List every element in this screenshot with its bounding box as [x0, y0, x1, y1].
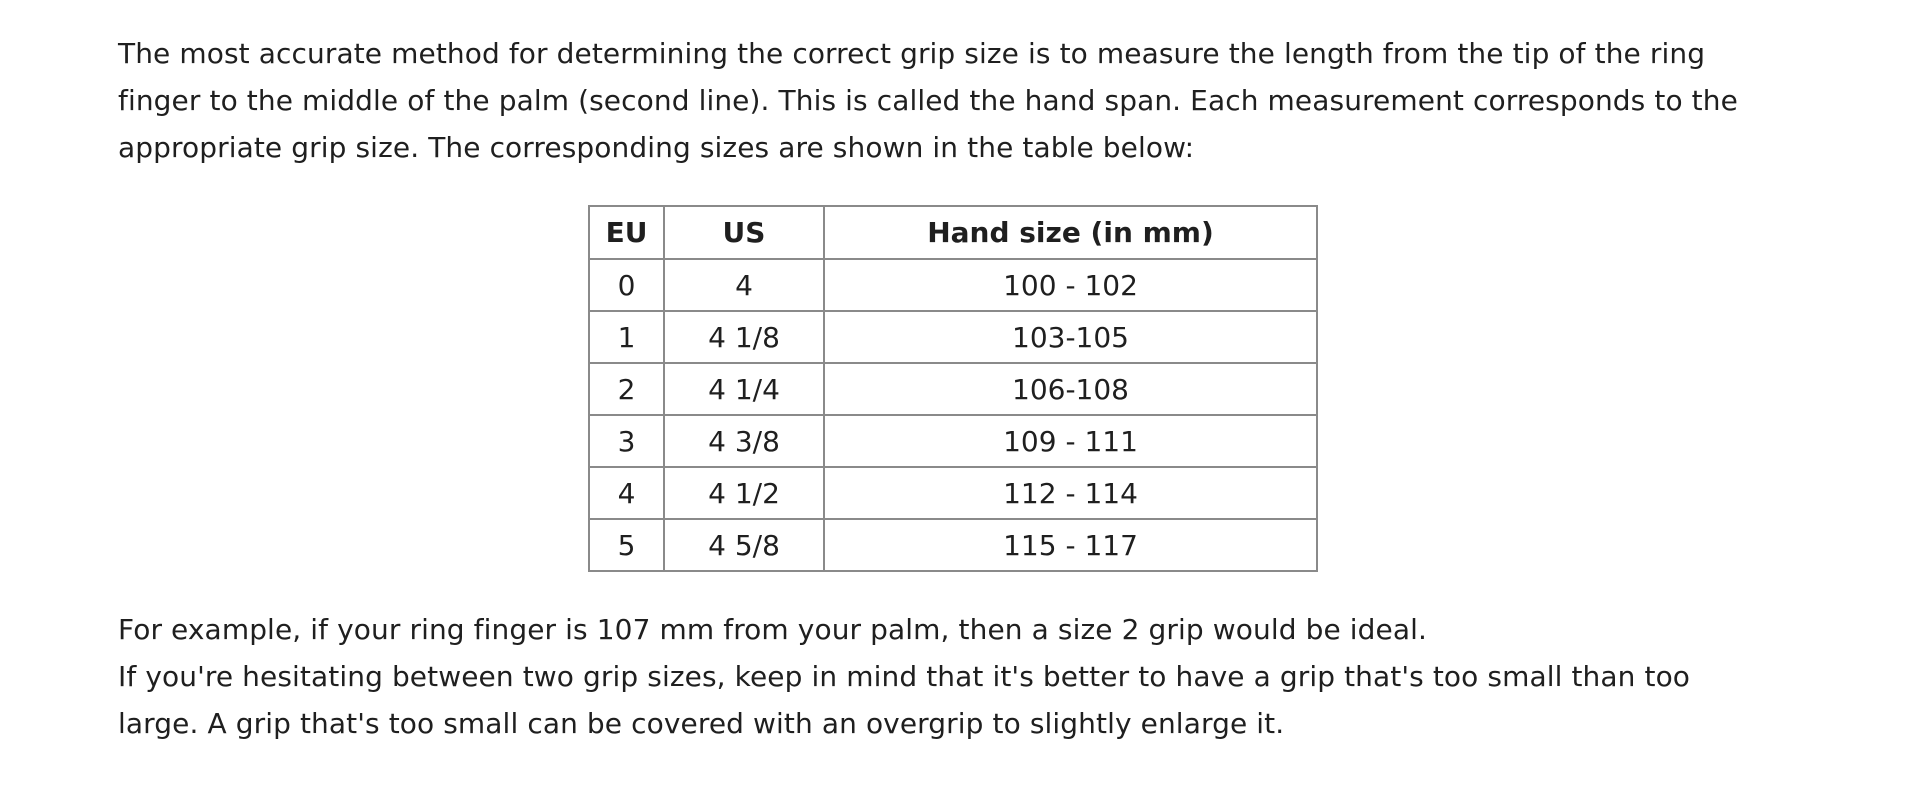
intro-line-1: The most accurate method for determining the correct grip size is to measure the length from the tip of the ring: [118, 37, 1706, 70]
intro-paragraph: [118, 30, 1818, 171]
intro-line-2: finger to the middle of the palm (second line). This is called the hand span. Each measurement corresponds to the: [118, 84, 1738, 117]
cell-eu: 5: [589, 519, 664, 571]
cell-eu: 3: [589, 415, 664, 467]
table-row: [589, 519, 1317, 571]
header-eu: EU: [589, 206, 664, 259]
cell-us: 4 5/8: [664, 519, 824, 571]
outro-line-1: For example, if your ring finger is 107 mm from your palm, then a size 2 grip would be ideal.: [118, 613, 1427, 646]
header-us: US: [664, 206, 824, 259]
cell-us: 4 1/8: [664, 311, 824, 363]
table-row: [589, 467, 1317, 519]
cell-us: 4: [664, 259, 824, 311]
header-hand-size: Hand size (in mm): [824, 206, 1317, 259]
cell-hand-size: 106-108: [824, 363, 1317, 415]
cell-hand-size: 100 - 102: [824, 259, 1317, 311]
cell-us: 4 1/2: [664, 467, 824, 519]
cell-hand-size: 103-105: [824, 311, 1317, 363]
cell-eu: 4: [589, 467, 664, 519]
outro-line-3: large. A grip that's too small can be covered with an overgrip to slightly enlarge it.: [118, 707, 1285, 740]
outro-paragraph: [118, 606, 1838, 747]
table-row: [589, 311, 1317, 363]
cell-eu: 0: [589, 259, 664, 311]
cell-eu: 2: [589, 363, 664, 415]
cell-hand-size: 115 - 117: [824, 519, 1317, 571]
cell-hand-size: 109 - 111: [824, 415, 1317, 467]
table-header-row: [589, 206, 1317, 259]
cell-hand-size: 112 - 114: [824, 467, 1317, 519]
table-row: [589, 363, 1317, 415]
cell-eu: 1: [589, 311, 664, 363]
cell-us: 4 1/4: [664, 363, 824, 415]
grip-size-table-container: [588, 205, 1318, 572]
cell-us: 4 3/8: [664, 415, 824, 467]
grip-size-table: [588, 205, 1318, 572]
outro-line-2: If you're hesitating between two grip sizes, keep in mind that it's better to have a grip that's too small than too: [118, 660, 1691, 693]
table-row: [589, 415, 1317, 467]
table-row: [589, 259, 1317, 311]
intro-line-3: appropriate grip size. The corresponding sizes are shown in the table below:: [118, 131, 1195, 164]
